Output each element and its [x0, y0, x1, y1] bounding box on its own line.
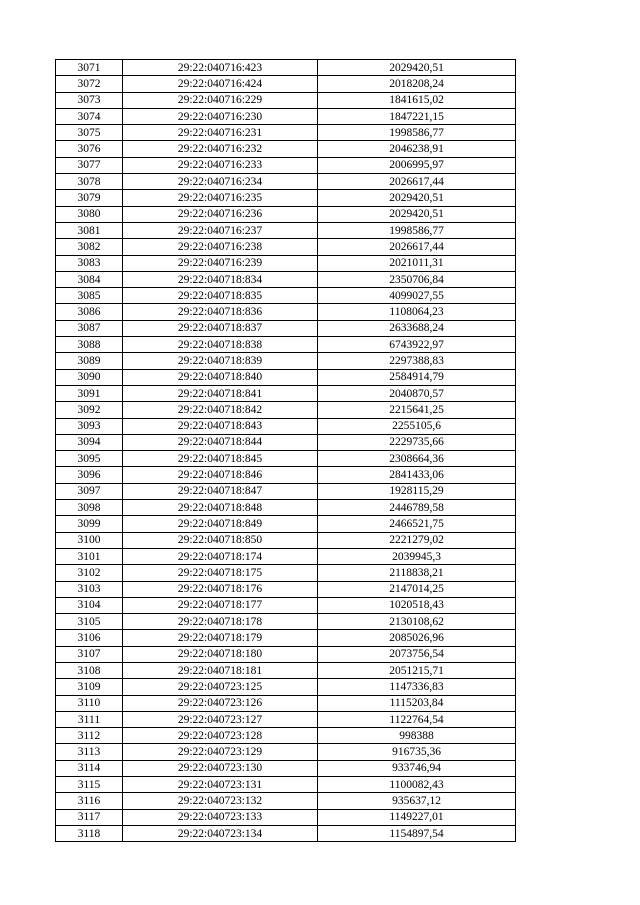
- cadastral-value-cell: 1108064,23: [318, 304, 516, 320]
- row-number-cell: 3097: [56, 483, 123, 499]
- row-number-cell: 3088: [56, 337, 123, 353]
- table-row: [56, 500, 516, 516]
- table-row: [56, 467, 516, 483]
- row-number-cell: 3101: [56, 548, 123, 564]
- cadastral-number-cell: 29:22:040718:179: [123, 630, 318, 646]
- cadastral-value-cell: 1100082,43: [318, 777, 516, 793]
- cadastral-value-cell: 2029420,51: [318, 190, 516, 206]
- cadastral-number-cell: 29:22:040718:174: [123, 548, 318, 564]
- row-number-cell: 3091: [56, 385, 123, 401]
- table-row: [56, 320, 516, 336]
- row-number-cell: 3109: [56, 679, 123, 695]
- cadastral-number-cell: 29:22:040723:129: [123, 744, 318, 760]
- table-row: [56, 125, 516, 141]
- cadastral-number-cell: 29:22:040718:849: [123, 516, 318, 532]
- cadastral-number-cell: 29:22:040718:835: [123, 288, 318, 304]
- row-number-cell: 3100: [56, 532, 123, 548]
- cadastral-value-cell: 2026617,44: [318, 174, 516, 190]
- row-number-cell: 3105: [56, 614, 123, 630]
- cadastral-number-cell: 29:22:040716:423: [123, 60, 318, 76]
- table-row: [56, 60, 516, 76]
- table-row: [56, 646, 516, 662]
- table-row: [56, 777, 516, 793]
- cadastral-value-cell: 2466521,75: [318, 516, 516, 532]
- row-number-cell: 3075: [56, 125, 123, 141]
- cadastral-number-cell: 29:22:040718:844: [123, 434, 318, 450]
- table-row: [56, 548, 516, 564]
- cadastral-number-cell: 29:22:040718:836: [123, 304, 318, 320]
- cadastral-number-cell: 29:22:040723:133: [123, 809, 318, 825]
- row-number-cell: 3114: [56, 760, 123, 776]
- table-row: [56, 239, 516, 255]
- cadastral-number-cell: 29:22:040718:176: [123, 581, 318, 597]
- row-number-cell: 3090: [56, 369, 123, 385]
- table-row: [56, 565, 516, 581]
- cadastral-number-cell: 29:22:040723:132: [123, 793, 318, 809]
- row-number-cell: 3096: [56, 467, 123, 483]
- cadastral-number-cell: 29:22:040718:848: [123, 500, 318, 516]
- row-number-cell: 3083: [56, 255, 123, 271]
- table-row: [56, 662, 516, 678]
- table-row: [56, 369, 516, 385]
- row-number-cell: 3081: [56, 222, 123, 238]
- cadastral-number-cell: 29:22:040716:236: [123, 206, 318, 222]
- cadastral-value-cell: 2026617,44: [318, 239, 516, 255]
- cadastral-number-cell: 29:22:040718:181: [123, 662, 318, 678]
- row-number-cell: 3092: [56, 402, 123, 418]
- table-row: [56, 483, 516, 499]
- row-number-cell: 3116: [56, 793, 123, 809]
- cadastral-number-cell: 29:22:040723:128: [123, 728, 318, 744]
- cadastral-number-cell: 29:22:040718:178: [123, 614, 318, 630]
- cadastral-value-cell: 2039945,3: [318, 548, 516, 564]
- row-number-cell: 3117: [56, 809, 123, 825]
- cadastral-value-cell: 2633688,24: [318, 320, 516, 336]
- cadastral-value-cell: 1122764,54: [318, 711, 516, 727]
- cadastral-number-cell: 29:22:040716:234: [123, 174, 318, 190]
- cadastral-number-cell: 29:22:040718:838: [123, 337, 318, 353]
- row-number-cell: 3078: [56, 174, 123, 190]
- cadastral-value-cell: 935637,12: [318, 793, 516, 809]
- cadastral-number-cell: 29:22:040716:233: [123, 157, 318, 173]
- cadastral-value-cell: 2255105,6: [318, 418, 516, 434]
- table-row: [56, 581, 516, 597]
- table-row: [56, 174, 516, 190]
- table-row: [56, 630, 516, 646]
- cadastral-value-cell: 2018208,24: [318, 76, 516, 92]
- table-row: [56, 76, 516, 92]
- row-number-cell: 3112: [56, 728, 123, 744]
- table-row: [56, 695, 516, 711]
- cadastral-number-cell: 29:22:040718:847: [123, 483, 318, 499]
- cadastral-value-cell: 2046238,91: [318, 141, 516, 157]
- table-row: [56, 711, 516, 727]
- cadastral-number-cell: 29:22:040716:424: [123, 76, 318, 92]
- table-row: [56, 760, 516, 776]
- cadastral-value-cell: 2841433,06: [318, 467, 516, 483]
- cadastral-value-cell: 1928115,29: [318, 483, 516, 499]
- row-number-cell: 3082: [56, 239, 123, 255]
- row-number-cell: 3094: [56, 434, 123, 450]
- table-row: [56, 288, 516, 304]
- row-number-cell: 3080: [56, 206, 123, 222]
- row-number-cell: 3086: [56, 304, 123, 320]
- cadastral-number-cell: 29:22:040718:850: [123, 532, 318, 548]
- cadastral-number-cell: 29:22:040718:180: [123, 646, 318, 662]
- cadastral-number-cell: 29:22:040718:842: [123, 402, 318, 418]
- cadastral-number-cell: 29:22:040718:839: [123, 353, 318, 369]
- row-number-cell: 3111: [56, 711, 123, 727]
- table-row: [56, 744, 516, 760]
- row-number-cell: 3074: [56, 108, 123, 124]
- cadastral-number-cell: 29:22:040723:130: [123, 760, 318, 776]
- cadastral-number-cell: 29:22:040716:232: [123, 141, 318, 157]
- table-row: [56, 614, 516, 630]
- table-row: [56, 516, 516, 532]
- row-number-cell: 3095: [56, 451, 123, 467]
- cadastral-number-cell: 29:22:040716:235: [123, 190, 318, 206]
- cadastral-value-cell: 916735,36: [318, 744, 516, 760]
- row-number-cell: 3118: [56, 825, 123, 841]
- row-number-cell: 3073: [56, 92, 123, 108]
- cadastral-value-cell: 2446789,58: [318, 500, 516, 516]
- cadastral-value-cell: 2215641,25: [318, 402, 516, 418]
- row-number-cell: 3098: [56, 500, 123, 516]
- cadastral-value-cell: 2221279,02: [318, 532, 516, 548]
- table-row: [56, 402, 516, 418]
- table-row: [56, 597, 516, 613]
- cadastral-value-cell: 1115203,84: [318, 695, 516, 711]
- cadastral-value-cell: 2040870,57: [318, 385, 516, 401]
- table-row: [56, 793, 516, 809]
- cadastral-value-cell: 2297388,83: [318, 353, 516, 369]
- cadastral-value-cell: 2029420,51: [318, 60, 516, 76]
- cadastral-number-cell: 29:22:040716:229: [123, 92, 318, 108]
- table-body: [56, 60, 516, 842]
- table-row: [56, 190, 516, 206]
- cadastral-value-cell: 998388: [318, 728, 516, 744]
- row-number-cell: 3104: [56, 597, 123, 613]
- cadastral-value-cell: 2229735,66: [318, 434, 516, 450]
- table-row: [56, 255, 516, 271]
- cadastral-number-cell: 29:22:040718:177: [123, 597, 318, 613]
- table-row: [56, 825, 516, 841]
- cadastral-value-cell: 1154897,54: [318, 825, 516, 841]
- cadastral-value-cell: 2051215,71: [318, 662, 516, 678]
- row-number-cell: 3076: [56, 141, 123, 157]
- cadastral-value-cell: 1998586,77: [318, 125, 516, 141]
- row-number-cell: 3072: [56, 76, 123, 92]
- table-row: [56, 141, 516, 157]
- table-row: [56, 157, 516, 173]
- table-row: [56, 728, 516, 744]
- table-row: [56, 92, 516, 108]
- cadastral-value-cell: 1020518,43: [318, 597, 516, 613]
- row-number-cell: 3071: [56, 60, 123, 76]
- cadastral-number-cell: 29:22:040723:134: [123, 825, 318, 841]
- table-row: [56, 809, 516, 825]
- cadastral-value-cell: 6743922,97: [318, 337, 516, 353]
- row-number-cell: 3108: [56, 662, 123, 678]
- cadastral-number-cell: 29:22:040723:131: [123, 777, 318, 793]
- row-number-cell: 3102: [56, 565, 123, 581]
- table-row: [56, 304, 516, 320]
- row-number-cell: 3115: [56, 777, 123, 793]
- table-row: [56, 271, 516, 287]
- row-number-cell: 3093: [56, 418, 123, 434]
- row-number-cell: 3089: [56, 353, 123, 369]
- table-row: [56, 679, 516, 695]
- cadastral-value-cell: 2021011,31: [318, 255, 516, 271]
- row-number-cell: 3084: [56, 271, 123, 287]
- cadastral-value-cell: 1841615,02: [318, 92, 516, 108]
- cadastral-value-cell: 2085026,96: [318, 630, 516, 646]
- row-number-cell: 3077: [56, 157, 123, 173]
- cadastral-number-cell: 29:22:040716:231: [123, 125, 318, 141]
- table-row: [56, 418, 516, 434]
- cadastral-number-cell: 29:22:040718:834: [123, 271, 318, 287]
- table-row: [56, 108, 516, 124]
- row-number-cell: 3079: [56, 190, 123, 206]
- cadastral-value-cell: 2350706,84: [318, 271, 516, 287]
- row-number-cell: 3099: [56, 516, 123, 532]
- cadastral-number-cell: 29:22:040716:239: [123, 255, 318, 271]
- table-row: [56, 434, 516, 450]
- row-number-cell: 3113: [56, 744, 123, 760]
- cadastral-value-cell: 2584914,79: [318, 369, 516, 385]
- row-number-cell: 3103: [56, 581, 123, 597]
- table-row: [56, 222, 516, 238]
- cadastral-value-cell: 1147336,83: [318, 679, 516, 695]
- row-number-cell: 3087: [56, 320, 123, 336]
- table-row: [56, 353, 516, 369]
- cadastral-value-cell: 2073756,54: [318, 646, 516, 662]
- table-row: [56, 385, 516, 401]
- cadastral-number-cell: 29:22:040718:846: [123, 467, 318, 483]
- cadastral-value-cell: 2308664,36: [318, 451, 516, 467]
- cadastral-number-cell: 29:22:040723:126: [123, 695, 318, 711]
- cadastral-number-cell: 29:22:040723:125: [123, 679, 318, 695]
- cadastral-value-cell: 4099027,55: [318, 288, 516, 304]
- table-row: [56, 532, 516, 548]
- cadastral-value-table: [55, 59, 516, 842]
- cadastral-value-cell: 933746,94: [318, 760, 516, 776]
- cadastral-number-cell: 29:22:040718:175: [123, 565, 318, 581]
- cadastral-value-cell: 2118838,21: [318, 565, 516, 581]
- table-row: [56, 451, 516, 467]
- cadastral-number-cell: 29:22:040718:843: [123, 418, 318, 434]
- cadastral-number-cell: 29:22:040723:127: [123, 711, 318, 727]
- cadastral-number-cell: 29:22:040718:840: [123, 369, 318, 385]
- cadastral-number-cell: 29:22:040718:841: [123, 385, 318, 401]
- cadastral-number-cell: 29:22:040718:837: [123, 320, 318, 336]
- cadastral-value-cell: 1149227,01: [318, 809, 516, 825]
- row-number-cell: 3085: [56, 288, 123, 304]
- table-row: [56, 206, 516, 222]
- cadastral-value-cell: 1998586,77: [318, 222, 516, 238]
- row-number-cell: 3110: [56, 695, 123, 711]
- row-number-cell: 3107: [56, 646, 123, 662]
- row-number-cell: 3106: [56, 630, 123, 646]
- cadastral-number-cell: 29:22:040718:845: [123, 451, 318, 467]
- cadastral-number-cell: 29:22:040716:238: [123, 239, 318, 255]
- cadastral-number-cell: 29:22:040716:237: [123, 222, 318, 238]
- table-row: [56, 337, 516, 353]
- cadastral-value-cell: 2147014,25: [318, 581, 516, 597]
- cadastral-value-cell: 2130108,62: [318, 614, 516, 630]
- cadastral-number-cell: 29:22:040716:230: [123, 108, 318, 124]
- cadastral-value-cell: 1847221,15: [318, 108, 516, 124]
- cadastral-value-cell: 2029420,51: [318, 206, 516, 222]
- cadastral-value-cell: 2006995,97: [318, 157, 516, 173]
